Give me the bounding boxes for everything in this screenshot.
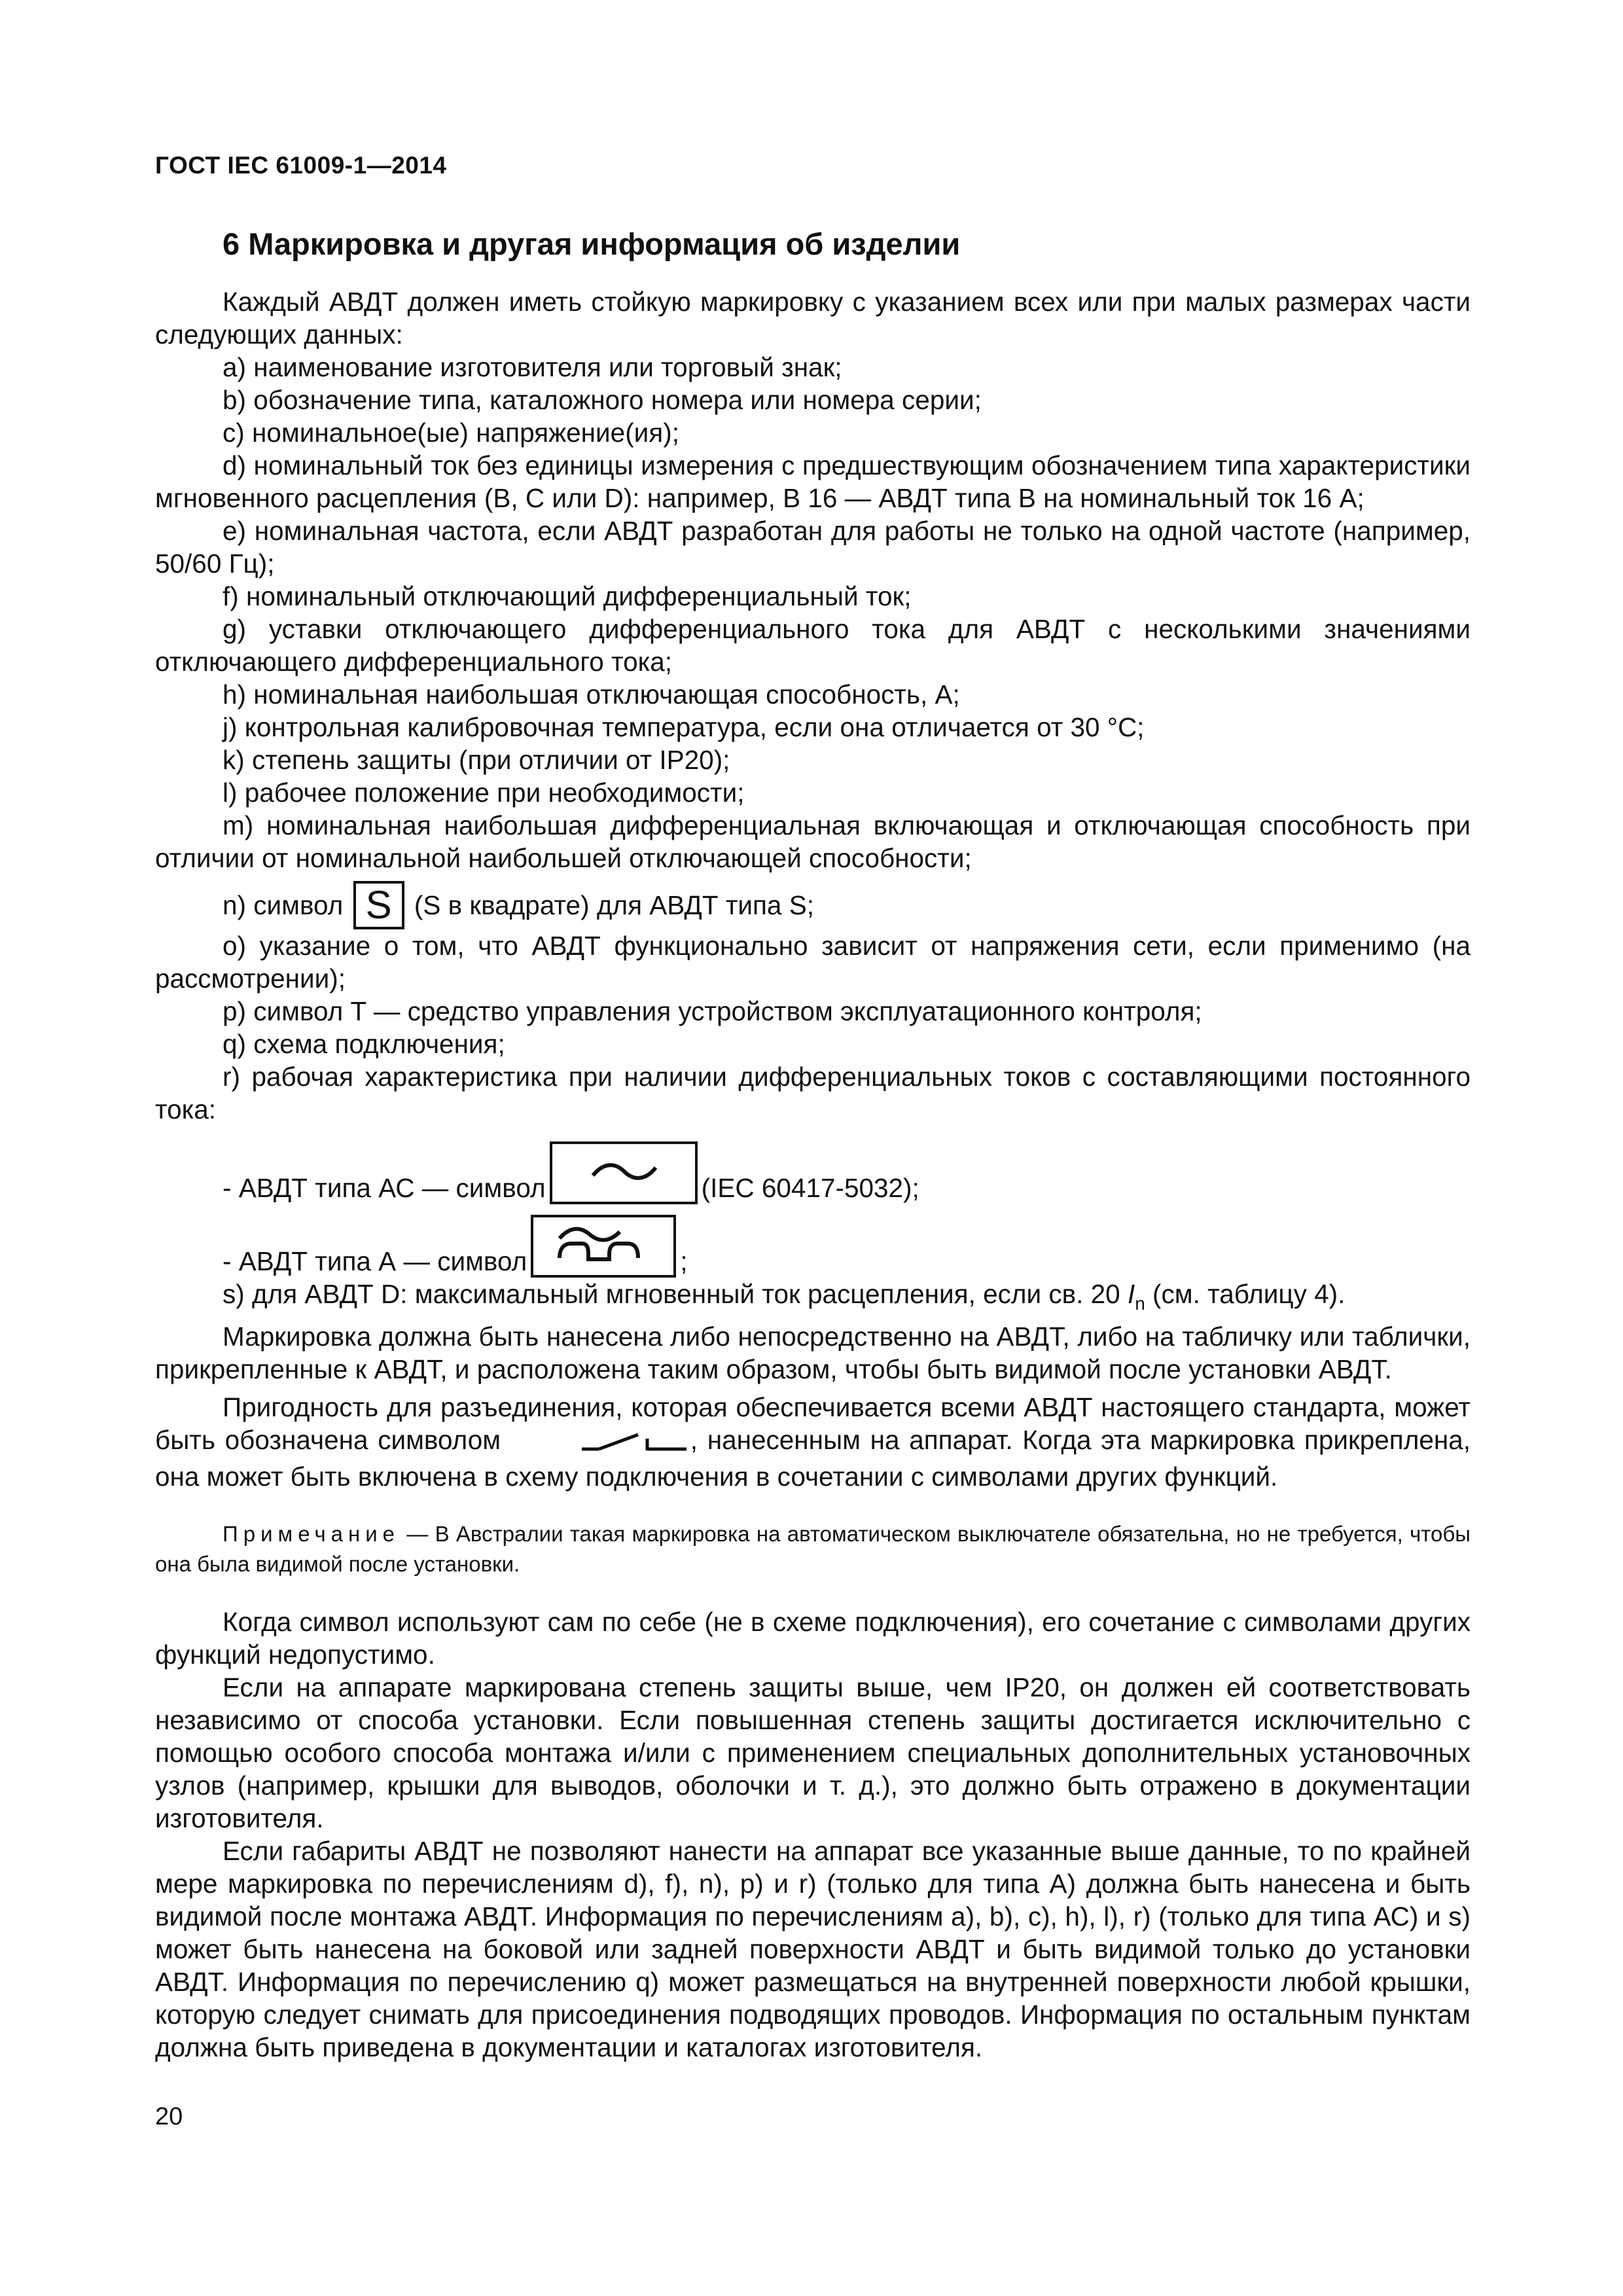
size-paragraph: Если габариты АВДТ не позволяют нанести на аппарат все указанные выше данные, то по крайней мере маркировка по перечислениям d), f), n), p) и r) (только для типа А) должна быть нанесена и быть видимой после монтажа АВДТ. Информация по перечислениям a), b), c), h), l), r) (только для типа АС) и s) может быть нанесена на боковой или задней поверхности АВДТ и быть видимой только до установки АВДТ. Информация по перечислению q) может размещаться на внутренней поверхности любой крышки, которую следует снимать для присоединения подводящих проводов. Информация по остальным пунктам должна быть приведена в документации и каталогах изготовителя. bbox=[155, 1836, 1471, 2062]
ac-symbol-icon bbox=[550, 1141, 698, 1204]
list-item-n-suffix: (S в квадрате) для АВДТ типа S; bbox=[414, 890, 814, 920]
s-current-subscript: n bbox=[1135, 1293, 1145, 1314]
list-item-g: g) уставки отключающего дифференциального тока для АВДТ с несколькими значениями отключающего дифференциального тока; bbox=[155, 614, 1471, 677]
s-current-symbol: I bbox=[1127, 1279, 1135, 1309]
list-item-r-ac bbox=[155, 1126, 1471, 1204]
list-item-k: k) степень защиты (при отличии от IP20); bbox=[223, 745, 730, 775]
r-ac-prefix: - АВДТ типа АС — символ bbox=[223, 1173, 546, 1203]
symbol-paragraph: Когда символ используют сам по себе (не в схеме подключения), его сочетание с символами других функций недопустимо. bbox=[155, 1607, 1471, 1670]
section-title: 6 Маркировка и другая информация об изделии bbox=[223, 226, 961, 261]
list-item-b: b) обозначение типа, каталожного номера или номера серии; bbox=[223, 385, 982, 415]
a-type-symbol-icon bbox=[531, 1215, 676, 1278]
isolation-prefix: Пригодность для разъединения, которая обеспечивается всеми АВДТ настоящего стандарта, может быть обозначена символом bbox=[155, 1392, 1471, 1455]
r-ac-suffix: (IEC 60417-5032); bbox=[701, 1173, 919, 1203]
list-item-q: q) схема подключения; bbox=[223, 1029, 505, 1059]
s-suffix: (см. таблицу 4). bbox=[1145, 1279, 1346, 1309]
page-number: 20 bbox=[155, 2103, 183, 2130]
note-label: Примечание bbox=[223, 1522, 401, 1546]
list-item-a: a) наименование изготовителя или торговый знак; bbox=[223, 352, 842, 382]
ip-paragraph: Если на аппарате маркирована степень защиты выше, чем IP20, он должен ей соответствовать независимо от способа установки. Если повышенная степень защиты достигается исключительно с помощью особого способа монтажа и/или с применением специальных дополнительных установочных узлов (например, крышки для выводов, оболочки и т. д.), это должно быть отражено в документации изготовителя. bbox=[155, 1672, 1471, 1833]
intro-paragraph: Каждый АВДТ должен иметь стойкую маркировку с указанием всех или при малых размерах части следующих данных: bbox=[155, 287, 1471, 350]
marking-paragraph: Маркировка должна быть нанесена либо непосредственно на АВДТ, либо на табличку или таблички, прикрепленные к АВДТ, и расположена таким образом, чтобы быть видимой после установки АВДТ. bbox=[155, 1321, 1471, 1384]
list-item-m: m) номинальная наибольшая дифференциальная включающая и отключающая способность при отличии от номинальной наибольшей отключающей способности; bbox=[155, 810, 1471, 873]
list-item-n bbox=[155, 881, 1471, 929]
list-item-j: j) контрольная калибровочная температура, если она отличается от 30 °С; bbox=[223, 712, 1145, 742]
document-body bbox=[155, 285, 1471, 2064]
list-item-s bbox=[155, 1278, 1471, 1320]
list-item-f: f) номинальный отключающий дифференциальный ток; bbox=[223, 581, 912, 611]
isolation-suffix: , нанесенным на аппарат. Когда эта маркировка прикреплена, она может быть включена в схему подключения в сочетании с символами других функций. bbox=[155, 1425, 1471, 1492]
list-item-l: l) рабочее положение при необходимости; bbox=[223, 778, 745, 808]
list-item-p: p) символ T — средство управления устройством эксплуатационного контроля; bbox=[223, 996, 1202, 1026]
list-item-r: r) рабочая характеристика при наличии дифференциальных токов с составляющими постоянного тока: bbox=[155, 1062, 1471, 1124]
list-item-d: d) номинальный ток без единицы измерения с предшествующим обозначением типа характеристики мгновенного расцепления (B, C или D): например, B 16 — АВДТ типа B на номинальный ток 16 А; bbox=[155, 450, 1471, 513]
s-prefix: s) для АВДТ D: максимальный мгновенный ток расцепления, если св. 20 bbox=[223, 1279, 1128, 1309]
list-item-r-a bbox=[155, 1204, 1471, 1278]
disconnector-symbol-icon bbox=[512, 1427, 689, 1460]
note-text: — В Австралии такая маркировка на автоматическом выключателе обязательна, но не требуется, чтобы она была видимой после установки. bbox=[155, 1522, 1471, 1576]
s-square-symbol: S bbox=[353, 881, 404, 929]
list-item-c: c) номинальное(ые) напряжение(ия); bbox=[223, 418, 679, 448]
r-a-suffix: ; bbox=[680, 1246, 688, 1276]
isolation-paragraph bbox=[155, 1391, 1471, 1493]
r-a-prefix: - АВДТ типа А — символ bbox=[223, 1246, 527, 1276]
list-item-h: h) номинальная наибольшая отключающая способность, А; bbox=[223, 679, 960, 709]
note-paragraph bbox=[155, 1519, 1471, 1579]
list-item-e: e) номинальная частота, если АВДТ разработан для работы не только на одной частоте (например, 50/60 Гц); bbox=[155, 516, 1471, 579]
list-item-n-prefix: n) символ bbox=[223, 890, 344, 920]
document-header: ГОСТ IEC 61009-1—2014 bbox=[155, 152, 447, 179]
list-item-o: o) указание о том, что АВДТ функционально зависит от напряжения сети, если применимо (на рассмотрении); bbox=[155, 931, 1471, 994]
